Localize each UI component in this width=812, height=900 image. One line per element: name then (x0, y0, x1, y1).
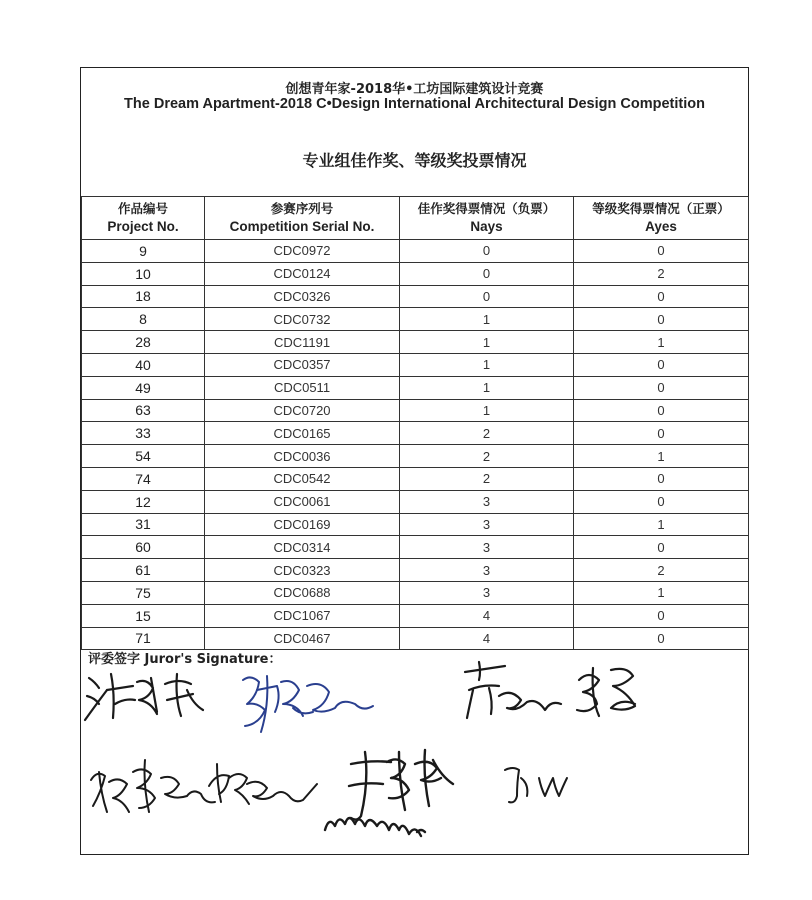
project-no-cell: 75 (82, 581, 205, 604)
nays-cell: 1 (400, 376, 574, 399)
project-no-cell: 63 (82, 399, 205, 422)
nays-cell: 0 (400, 285, 574, 308)
project-no-cell: 9 (82, 240, 205, 263)
ayes-cell: 0 (574, 627, 749, 650)
nays-cell: 1 (400, 399, 574, 422)
nays-cell: 3 (400, 513, 574, 536)
column-header-cn: 佳作奖得票情况（负票） (417, 201, 556, 216)
column-header-en: Project No. (107, 219, 179, 234)
column-header-en: Nays (470, 219, 503, 234)
ayes-cell: 1 (574, 513, 749, 536)
serial-no-cell: CDC0326 (205, 285, 400, 308)
signature-mark (325, 750, 453, 836)
serial-no-cell: CDC0732 (205, 308, 400, 331)
column-header-cn: 等级奖得票情况（正票） (592, 201, 730, 216)
ayes-cell: 0 (574, 240, 749, 263)
ayes-cell: 0 (574, 353, 749, 376)
table-header-row (82, 197, 749, 240)
ayes-cell: 0 (574, 490, 749, 513)
table-row (82, 559, 749, 582)
column-header-en: Competition Serial No. (229, 219, 375, 234)
juror-signatures (81, 660, 748, 854)
column-header-serial-no (205, 197, 400, 240)
column-header-nays (400, 197, 574, 240)
nays-cell: 1 (400, 353, 574, 376)
serial-no-cell: CDC0720 (205, 399, 400, 422)
ayes-cell: 1 (574, 331, 749, 354)
serial-no-cell: CDC0972 (205, 240, 400, 263)
serial-no-cell: CDC0323 (205, 559, 400, 582)
column-header-en: Ayes (645, 219, 677, 234)
serial-no-cell: CDC0124 (205, 262, 400, 285)
nays-cell: 0 (400, 240, 574, 263)
ayes-cell: 1 (574, 581, 749, 604)
serial-no-cell: CDC0357 (205, 353, 400, 376)
table-row (82, 285, 749, 308)
title-chinese: 创想青年家-2018华•工坊国际建筑设计竞赛 (285, 82, 544, 97)
signature-mark (91, 760, 317, 812)
ayes-cell: 0 (574, 285, 749, 308)
table-row (82, 536, 749, 559)
column-header-cn: 作品编号 (117, 201, 168, 216)
project-no-cell: 40 (82, 353, 205, 376)
ayes-cell: 0 (574, 604, 749, 627)
serial-no-cell: CDC0061 (205, 490, 400, 513)
signature-mark (85, 674, 203, 720)
column-header-project-no (82, 197, 205, 240)
table-row (82, 240, 749, 263)
project-no-cell: 61 (82, 559, 205, 582)
nays-cell: 2 (400, 467, 574, 490)
project-no-cell: 54 (82, 445, 205, 468)
serial-no-cell: CDC0165 (205, 422, 400, 445)
project-no-cell: 74 (82, 467, 205, 490)
nays-cell: 2 (400, 445, 574, 468)
title-english: The Dream Apartment-2018 C•Design International Architectural Design Competition (124, 96, 705, 112)
signature-mark (243, 676, 373, 732)
ayes-cell: 2 (574, 262, 749, 285)
serial-no-cell: CDC0036 (205, 445, 400, 468)
ayes-cell: 2 (574, 559, 749, 582)
project-no-cell: 71 (82, 627, 205, 650)
table-row (82, 262, 749, 285)
nays-cell: 2 (400, 422, 574, 445)
project-no-cell: 8 (82, 308, 205, 331)
project-no-cell: 49 (82, 376, 205, 399)
column-header-cn: 参赛序列号 (270, 201, 334, 216)
nays-cell: 3 (400, 490, 574, 513)
project-no-cell: 15 (82, 604, 205, 627)
nays-cell: 4 (400, 627, 574, 650)
ayes-cell: 0 (574, 422, 749, 445)
column-header-ayes (574, 197, 749, 240)
ayes-cell: 0 (574, 399, 749, 422)
nays-cell: 1 (400, 331, 574, 354)
table-row (82, 467, 749, 490)
serial-no-cell: CDC0542 (205, 467, 400, 490)
ayes-cell: 0 (574, 308, 749, 331)
ayes-cell: 0 (574, 536, 749, 559)
table-row (82, 490, 749, 513)
table-row (82, 422, 749, 445)
table-row (82, 445, 749, 468)
table-row (82, 513, 749, 536)
project-no-cell: 10 (82, 262, 205, 285)
serial-no-cell: CDC1191 (205, 331, 400, 354)
ayes-cell: 1 (574, 445, 749, 468)
table-row (82, 581, 749, 604)
nays-cell: 3 (400, 536, 574, 559)
competition-vote-sheet (80, 67, 749, 855)
table-row (82, 604, 749, 627)
nays-cell: 3 (400, 559, 574, 582)
table-row (82, 627, 749, 650)
project-no-cell: 28 (82, 331, 205, 354)
project-no-cell: 12 (82, 490, 205, 513)
serial-no-cell: CDC1067 (205, 604, 400, 627)
juror-signature-label: 评委签字 Juror's Signature： (88, 652, 282, 667)
vote-results-table (81, 196, 749, 650)
serial-no-cell: CDC0314 (205, 536, 400, 559)
project-no-cell: 60 (82, 536, 205, 559)
project-no-cell: 18 (82, 285, 205, 308)
table-row (82, 376, 749, 399)
table-row (82, 399, 749, 422)
table-row (82, 331, 749, 354)
project-no-cell: 33 (82, 422, 205, 445)
nays-cell: 3 (400, 581, 574, 604)
serial-no-cell: CDC0467 (205, 627, 400, 650)
table-body (82, 240, 749, 650)
serial-no-cell: CDC0511 (205, 376, 400, 399)
nays-cell: 0 (400, 262, 574, 285)
nays-cell: 1 (400, 308, 574, 331)
table-row (82, 353, 749, 376)
table-row (82, 308, 749, 331)
serial-no-cell: CDC0169 (205, 513, 400, 536)
nays-cell: 4 (400, 604, 574, 627)
ayes-cell: 0 (574, 467, 749, 490)
project-no-cell: 31 (82, 513, 205, 536)
ayes-cell: 0 (574, 376, 749, 399)
serial-no-cell: CDC0688 (205, 581, 400, 604)
signature-mark (505, 768, 567, 802)
signature-mark (465, 662, 635, 718)
sheet-subtitle: 专业组佳作奖、等级奖投票情况 (302, 151, 527, 170)
